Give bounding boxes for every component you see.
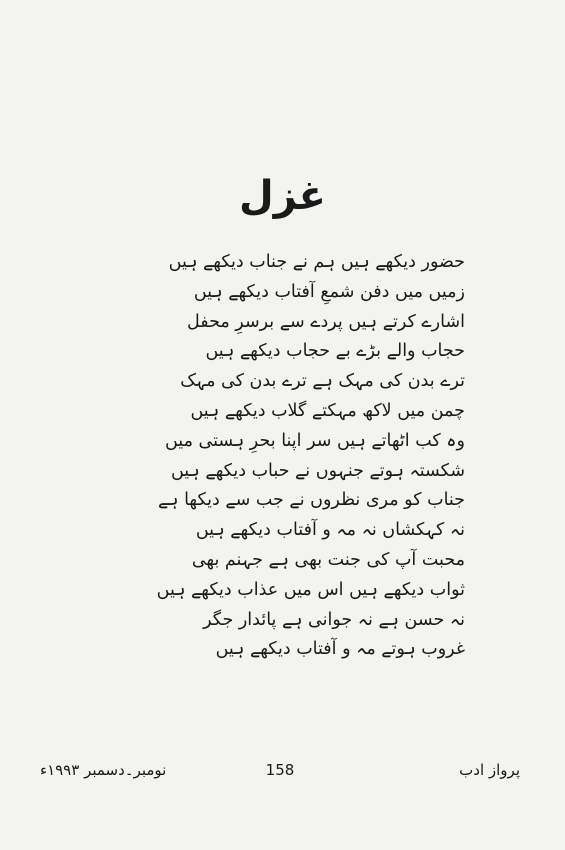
verse-line: وہ کب اٹھاتے ہیں سر اپنا بحرِ ہستی میں — [164, 430, 465, 451]
footer-issue-date: نومبر۔دسمبر ۱۹۹۳ء — [40, 761, 167, 779]
verse-line: نہ حسن ہے نہ جوانی ہے پائدار جگر — [203, 609, 465, 630]
verse-line: حجاب والے بڑے بے حجاب دیکھے ہیں — [205, 341, 465, 362]
verse-line: ثواب دیکھے ہیں اس میں عذاب دیکھے ہیں — [156, 579, 465, 600]
footer-magazine-name: پرواز ادب — [459, 761, 520, 779]
verse-line: شکستہ ہوتے جنہوں نے حباب دیکھے ہیں — [170, 460, 465, 481]
verse-line: اشارے کرتے ہیں پردے سے برسرِ محفل — [186, 311, 465, 332]
page-number: 158 — [265, 761, 295, 779]
verse-line: ترے بدن کی مہک ہے ترے بدن کی مہک — [180, 371, 465, 392]
verse-line: غروب ہوتے مہ و آفتاب دیکھے ہیں — [215, 639, 465, 660]
poem-body — [110, 248, 465, 665]
verse-line: نہ کہکشاں نہ مہ و آفتاب دیکھے ہیں — [195, 520, 465, 541]
verse-line: چمن میں لاکھ مہکتے گلاب دیکھے ہیں — [190, 400, 465, 421]
verse-line: جناب کو مری نظروں نے جب سے دیکھا ہے — [158, 490, 465, 511]
verse-line: محبت آپ کی جنت بھی ہے جہنم بھی — [191, 549, 465, 570]
poem-title: غزل — [239, 173, 326, 219]
verse-line: زمیں میں دفن شمعِ آفتاب دیکھے ہیں — [193, 281, 465, 302]
verse-line: حضور دیکھے ہیں ہم نے جناب دیکھے ہیں — [168, 252, 465, 272]
